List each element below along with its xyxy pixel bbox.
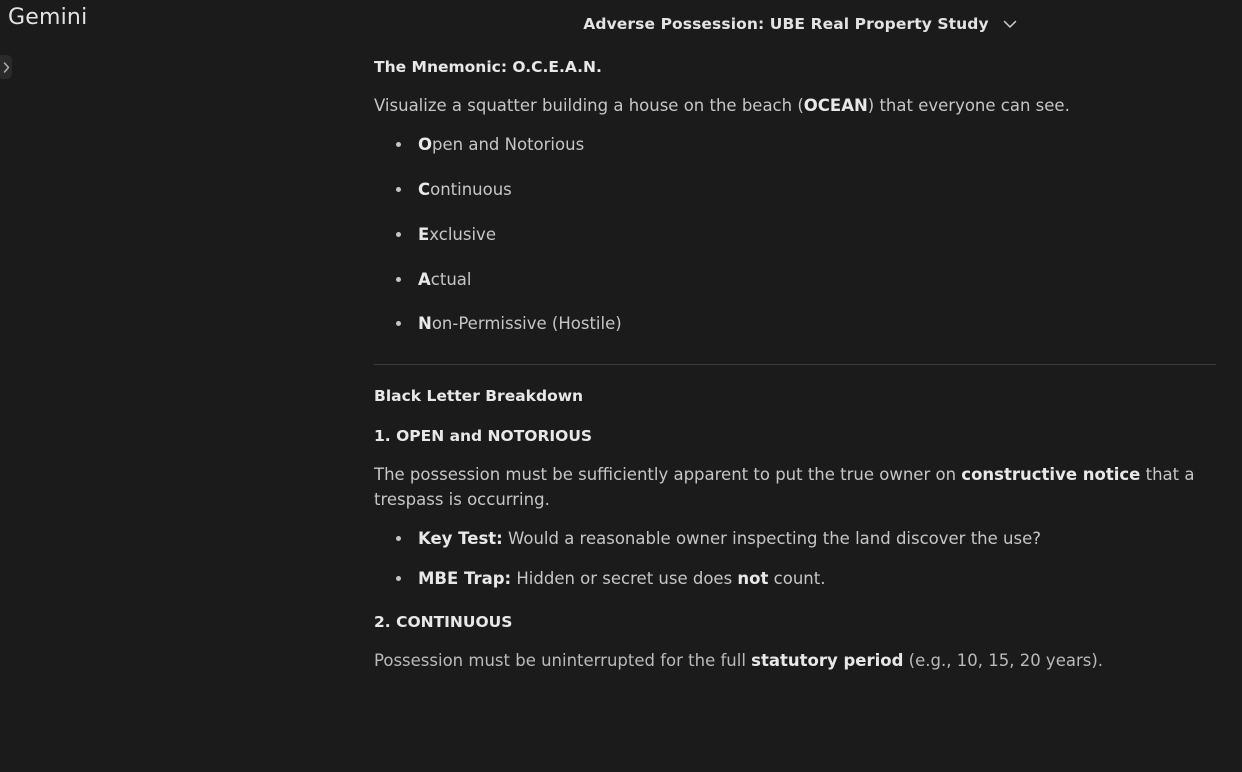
list-item bbox=[418, 527, 1216, 551]
black-letter-breakdown-heading: Black Letter Breakdown bbox=[374, 387, 584, 406]
key-test-text: Would a reasonable owner inspecting the land discover the use? bbox=[502, 528, 1041, 548]
list-item bbox=[418, 268, 1216, 292]
mnemonic-rest: ontinuous bbox=[430, 179, 512, 199]
mnemonic-rest: xclusive bbox=[429, 224, 496, 244]
list-item bbox=[418, 178, 1216, 202]
section-2-para-bold: statutory period bbox=[751, 650, 904, 670]
list-item bbox=[418, 223, 1216, 247]
mnemonic-intro-paragraph bbox=[374, 94, 1216, 119]
key-test-label: Key Test: bbox=[418, 528, 503, 548]
mnemonic-rest: pen and Notorious bbox=[432, 134, 585, 154]
mnemonic-heading: The Mnemonic: O.C.E.A.N. bbox=[374, 58, 602, 76]
mbe-trap-text-pre: Hidden or secret use does bbox=[511, 568, 738, 588]
section-1-para-bold: constructive notice bbox=[961, 465, 1141, 485]
list-item bbox=[418, 312, 1216, 336]
document-body bbox=[374, 48, 1224, 772]
app-brand-label: Gemini bbox=[8, 5, 88, 30]
mnemonic-initial: C bbox=[418, 179, 431, 199]
left-rail bbox=[0, 0, 360, 772]
mbe-trap-text-bold: not bbox=[737, 568, 769, 588]
mnemonic-initial: O bbox=[418, 134, 433, 154]
section-2-heading: 2. CONTINUOUS bbox=[374, 612, 513, 631]
section-1-para-post: that a trespass is occurring. bbox=[374, 465, 1195, 510]
section-1-heading: 1. OPEN and NOTORIOUS bbox=[374, 427, 593, 446]
chevron-down-icon[interactable] bbox=[1001, 15, 1019, 33]
mnemonic-intro-bold: OCEAN bbox=[803, 96, 868, 115]
section-1-list bbox=[374, 527, 1216, 591]
mbe-trap-label: MBE Trap: bbox=[418, 568, 512, 588]
canvas-header bbox=[360, 8, 1242, 40]
section-2-paragraph bbox=[374, 649, 1216, 674]
mnemonic-rest: on-Permissive (Hostile) bbox=[431, 314, 622, 334]
mnemonic-rest: ctual bbox=[430, 269, 472, 289]
list-item bbox=[418, 567, 1216, 591]
mnemonic-initial: A bbox=[418, 269, 431, 289]
section-2-para-pre: Possession must be uninterrupted for the full bbox=[374, 650, 752, 670]
section-2-para-post: (e.g., 10, 15, 20 years). bbox=[903, 650, 1104, 670]
section-divider bbox=[374, 364, 1216, 365]
canvas-panel bbox=[360, 0, 1242, 772]
mnemonic-list bbox=[374, 133, 1216, 337]
document-title: Adverse Possession: UBE Real Property Study bbox=[583, 15, 989, 33]
section-1-paragraph bbox=[374, 463, 1216, 513]
list-item bbox=[418, 133, 1216, 157]
sidebar-expand-button[interactable] bbox=[0, 55, 12, 79]
mnemonic-intro-post: ) that everyone can see. bbox=[867, 96, 1070, 115]
mbe-trap-text-post: count. bbox=[768, 568, 826, 588]
chevron-right-icon bbox=[3, 62, 10, 73]
mnemonic-intro-pre: Visualize a squatter building a house on the beach ( bbox=[374, 96, 804, 115]
mnemonic-initial: N bbox=[418, 314, 432, 334]
section-1-para-pre: The possession must be sufficiently apparent to put the true owner on bbox=[374, 465, 962, 485]
mnemonic-initial: E bbox=[418, 224, 430, 244]
